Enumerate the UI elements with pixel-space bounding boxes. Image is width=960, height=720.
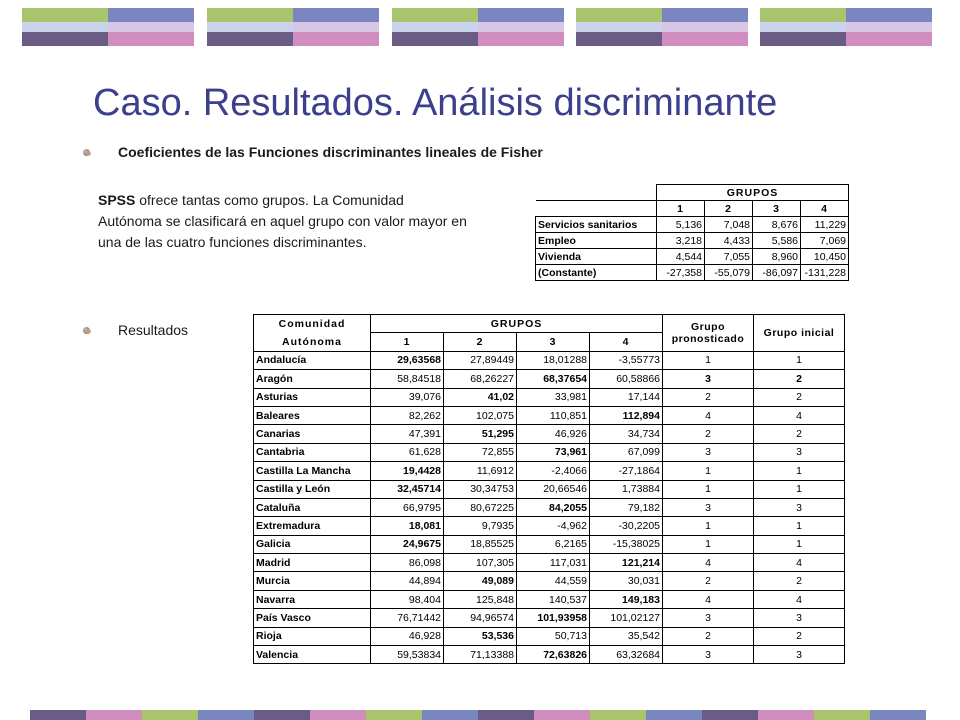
group-col-header: 1 <box>657 201 705 217</box>
region-name: Madrid <box>254 554 371 572</box>
deco-block <box>392 8 564 46</box>
score-cell: 110,851 <box>517 406 590 424</box>
deco-segment <box>702 710 758 720</box>
coef-cell: 5,136 <box>657 217 705 233</box>
region-name: Navarra <box>254 590 371 608</box>
score-cell: 18,01288 <box>517 351 590 369</box>
score-cell: 39,076 <box>371 388 444 406</box>
region-name: Baleares <box>254 406 371 424</box>
predicted-group: 2 <box>663 425 754 443</box>
score-cell: 30,34753 <box>444 480 517 498</box>
predicted-group: 3 <box>663 443 754 461</box>
coef-cell: 4,544 <box>657 249 705 265</box>
score-cell: 72,63826 <box>517 646 590 664</box>
results-label: Resultados <box>118 322 189 338</box>
score-cell: 66,9795 <box>371 498 444 516</box>
table-row <box>254 627 845 645</box>
score-cell: 49,089 <box>444 572 517 590</box>
table-row <box>536 217 849 233</box>
table-row <box>254 370 845 388</box>
coef-cell: 3,218 <box>657 233 705 249</box>
table-row <box>254 425 845 443</box>
region-name: Cataluña <box>254 498 371 516</box>
row-label: Vivienda <box>536 249 657 265</box>
region-name: Rioja <box>254 627 371 645</box>
coef-cell: 4,433 <box>705 233 753 249</box>
initial-group: 1 <box>754 517 845 535</box>
score-cell: 67,099 <box>590 443 663 461</box>
score-cell: 46,928 <box>371 627 444 645</box>
coef-cell: -86,097 <box>753 265 801 281</box>
score-cell: 68,37654 <box>517 370 590 388</box>
score-cell: 20,66546 <box>517 480 590 498</box>
coef-cell: 7,069 <box>801 233 849 249</box>
group-col-header: 4 <box>801 201 849 217</box>
score-cell: 112,894 <box>590 406 663 424</box>
score-cell: 44,894 <box>371 572 444 590</box>
score-cell: 47,391 <box>371 425 444 443</box>
spss-label: SPSS <box>98 192 136 208</box>
score-cell: 53,536 <box>444 627 517 645</box>
region-name: Cantabria <box>254 443 371 461</box>
table-row <box>254 462 845 480</box>
score-cell: -2,4066 <box>517 462 590 480</box>
row-label: Empleo <box>536 233 657 249</box>
bullet-icon <box>82 326 92 336</box>
initial-group: 1 <box>754 535 845 553</box>
table-row <box>254 590 845 608</box>
predicted-group: 1 <box>663 480 754 498</box>
score-cell: 11,6912 <box>444 462 517 480</box>
predicted-group: 1 <box>663 517 754 535</box>
row-label: (Constante) <box>536 265 657 281</box>
score-cell: 121,214 <box>590 554 663 572</box>
group-col-header: 3 <box>517 333 590 351</box>
deco-segment <box>422 710 478 720</box>
table-row <box>254 535 845 553</box>
score-cell: 82,262 <box>371 406 444 424</box>
score-cell: 18,081 <box>371 517 444 535</box>
region-name: Murcia <box>254 572 371 590</box>
coef-cell: 7,048 <box>705 217 753 233</box>
initial-group: 2 <box>754 425 845 443</box>
region-name: Castilla La Mancha <box>254 462 371 480</box>
score-cell: 34,734 <box>590 425 663 443</box>
initial-group: 3 <box>754 443 845 461</box>
predicted-group: 3 <box>663 498 754 516</box>
description-paragraph <box>98 190 468 253</box>
deco-segment <box>870 710 926 720</box>
group-col-header: 2 <box>444 333 517 351</box>
score-cell: 6,2165 <box>517 535 590 553</box>
group-col-header: 4 <box>590 333 663 351</box>
score-cell: 35,542 <box>590 627 663 645</box>
predicted-group: 2 <box>663 627 754 645</box>
deco-segment <box>534 710 590 720</box>
table-row <box>254 406 845 424</box>
description-text: ofrece tantas como grupos. La Comunidad Autónoma se clasificará en aquel grupo con valor mayor en una de las cuatro funciones discriminantes. <box>98 192 467 250</box>
score-cell: 51,295 <box>444 425 517 443</box>
score-cell: 17,144 <box>590 388 663 406</box>
score-cell: -4,962 <box>517 517 590 535</box>
table-row <box>254 554 845 572</box>
score-cell: 101,02127 <box>590 609 663 627</box>
score-cell: 71,13388 <box>444 646 517 664</box>
predicted-group: 3 <box>663 646 754 664</box>
initial-group: 3 <box>754 646 845 664</box>
score-cell: 19,4428 <box>371 462 444 480</box>
score-cell: 76,71442 <box>371 609 444 627</box>
groups-header: GRUPOS <box>371 315 663 333</box>
deco-segment <box>86 710 142 720</box>
region-name: Canarias <box>254 425 371 443</box>
region-name: Aragón <box>254 370 371 388</box>
group-col-header: 3 <box>753 201 801 217</box>
deco-segment <box>478 710 534 720</box>
col-comunidad-header: Comunidad <box>254 315 371 333</box>
table-row <box>254 351 845 369</box>
col-pronosticado-header: Grupo pronosticado <box>663 315 754 352</box>
col-inicial-header: Grupo inicial <box>754 315 845 352</box>
region-name: Extremadura <box>254 517 371 535</box>
initial-group: 1 <box>754 480 845 498</box>
table-row <box>254 646 845 664</box>
score-cell: 60,58866 <box>590 370 663 388</box>
coef-cell: 7,055 <box>705 249 753 265</box>
predicted-group: 2 <box>663 572 754 590</box>
score-cell: 44,559 <box>517 572 590 590</box>
score-cell: 9,7935 <box>444 517 517 535</box>
initial-group: 1 <box>754 351 845 369</box>
row-label: Servicios sanitarios <box>536 217 657 233</box>
region-name: Galicia <box>254 535 371 553</box>
coef-cell: -55,079 <box>705 265 753 281</box>
deco-segment <box>758 710 814 720</box>
score-cell: 80,67225 <box>444 498 517 516</box>
deco-segment <box>590 710 646 720</box>
score-cell: 32,45714 <box>371 480 444 498</box>
coef-cell: 10,450 <box>801 249 849 265</box>
score-cell: 79,182 <box>590 498 663 516</box>
score-cell: 58,84518 <box>371 370 444 388</box>
initial-group: 4 <box>754 554 845 572</box>
score-cell: 18,85525 <box>444 535 517 553</box>
coef-cell: -131,228 <box>801 265 849 281</box>
score-cell: 41,02 <box>444 388 517 406</box>
table-row <box>536 265 849 281</box>
fisher-coefficients-table <box>535 184 849 281</box>
score-cell: 30,031 <box>590 572 663 590</box>
predicted-group: 2 <box>663 388 754 406</box>
score-cell: 107,305 <box>444 554 517 572</box>
bullet-icon <box>82 148 92 158</box>
initial-group: 2 <box>754 370 845 388</box>
score-cell: -3,55773 <box>590 351 663 369</box>
table-row <box>536 249 849 265</box>
score-cell: 59,53834 <box>371 646 444 664</box>
score-cell: -30,2205 <box>590 517 663 535</box>
table-row <box>536 233 849 249</box>
group-col-header: 2 <box>705 201 753 217</box>
table-row <box>254 609 845 627</box>
results-table <box>253 314 845 664</box>
deco-segment <box>142 710 198 720</box>
initial-group: 2 <box>754 572 845 590</box>
score-cell: -15,38025 <box>590 535 663 553</box>
predicted-group: 4 <box>663 590 754 608</box>
bottom-decoration <box>30 710 960 720</box>
predicted-group: 1 <box>663 351 754 369</box>
table-row <box>254 572 845 590</box>
score-cell: 98,404 <box>371 590 444 608</box>
groups-header: GRUPOS <box>657 185 849 201</box>
empty-cell <box>536 185 657 201</box>
deco-segment <box>198 710 254 720</box>
predicted-group: 1 <box>663 535 754 553</box>
initial-group: 2 <box>754 388 845 406</box>
deco-segment <box>30 710 86 720</box>
score-cell: 125,848 <box>444 590 517 608</box>
score-cell: 27,89449 <box>444 351 517 369</box>
deco-segment <box>310 710 366 720</box>
predicted-group: 4 <box>663 554 754 572</box>
col-autonoma-header: Autónoma <box>254 333 371 351</box>
region-name: Andalucía <box>254 351 371 369</box>
slide-title: Caso. Resultados. Análisis discriminante <box>93 82 778 124</box>
region-name: Valencia <box>254 646 371 664</box>
predicted-group: 3 <box>663 609 754 627</box>
deco-segment <box>814 710 870 720</box>
coef-cell: -27,358 <box>657 265 705 281</box>
score-cell: 61,628 <box>371 443 444 461</box>
coef-cell: 5,586 <box>753 233 801 249</box>
table-row <box>254 498 845 516</box>
score-cell: 149,183 <box>590 590 663 608</box>
score-cell: 29,63568 <box>371 351 444 369</box>
score-cell: 140,537 <box>517 590 590 608</box>
empty-cell <box>536 201 657 217</box>
deco-block <box>207 8 379 46</box>
score-cell: 24,9675 <box>371 535 444 553</box>
deco-block <box>22 8 194 46</box>
table-row <box>254 388 845 406</box>
deco-segment <box>366 710 422 720</box>
region-name: País Vasco <box>254 609 371 627</box>
table-row <box>254 517 845 535</box>
predicted-group: 4 <box>663 406 754 424</box>
fisher-subtitle: Coeficientes de las Funciones discriminantes lineales de Fisher <box>118 144 543 160</box>
table-row <box>254 443 845 461</box>
deco-segment <box>646 710 702 720</box>
deco-segment <box>254 710 310 720</box>
initial-group: 2 <box>754 627 845 645</box>
coef-cell: 11,229 <box>801 217 849 233</box>
region-name: Castilla y León <box>254 480 371 498</box>
predicted-group: 3 <box>663 370 754 388</box>
table-row <box>254 480 845 498</box>
deco-block <box>576 8 748 46</box>
deco-block <box>760 8 932 46</box>
score-cell: 68,26227 <box>444 370 517 388</box>
score-cell: 94,96574 <box>444 609 517 627</box>
initial-group: 3 <box>754 609 845 627</box>
initial-group: 3 <box>754 498 845 516</box>
group-col-header: 1 <box>371 333 444 351</box>
score-cell: 117,031 <box>517 554 590 572</box>
coef-cell: 8,960 <box>753 249 801 265</box>
score-cell: 63,32684 <box>590 646 663 664</box>
score-cell: 102,075 <box>444 406 517 424</box>
predicted-group: 1 <box>663 462 754 480</box>
score-cell: 46,926 <box>517 425 590 443</box>
top-decoration <box>0 8 960 46</box>
initial-group: 1 <box>754 462 845 480</box>
coef-cell: 8,676 <box>753 217 801 233</box>
score-cell: 33,981 <box>517 388 590 406</box>
score-cell: 73,961 <box>517 443 590 461</box>
score-cell: 50,713 <box>517 627 590 645</box>
score-cell: 86,098 <box>371 554 444 572</box>
score-cell: 84,2055 <box>517 498 590 516</box>
score-cell: 72,855 <box>444 443 517 461</box>
score-cell: -27,1864 <box>590 462 663 480</box>
region-name: Asturias <box>254 388 371 406</box>
score-cell: 1,73884 <box>590 480 663 498</box>
initial-group: 4 <box>754 590 845 608</box>
score-cell: 101,93958 <box>517 609 590 627</box>
initial-group: 4 <box>754 406 845 424</box>
